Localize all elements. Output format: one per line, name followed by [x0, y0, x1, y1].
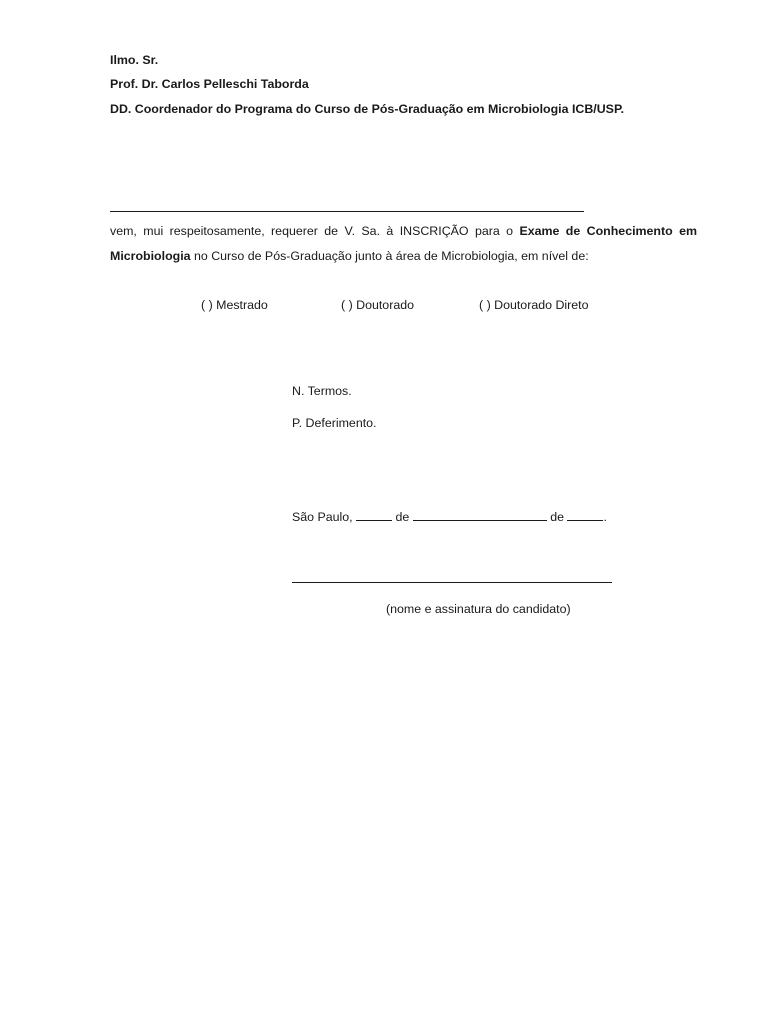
signature-line[interactable]: [292, 582, 612, 583]
date-city: São Paulo,: [292, 510, 353, 524]
exam-name-part1: Exame de Conhecimento em: [519, 224, 697, 238]
date-month-blank[interactable]: [413, 509, 547, 521]
date-year-blank[interactable]: [567, 509, 603, 521]
request-paragraph-line1: [110, 224, 697, 238]
closing-deferimento: P. Deferimento.: [292, 416, 377, 430]
option-mestrado[interactable]: ( ) Mestrado: [201, 298, 268, 312]
option-doutorado[interactable]: ( ) Doutorado: [341, 298, 415, 312]
request-text: vem, mui respeitosamente, requerer de V. Sa. à INSCRIÇÃO para o: [110, 224, 514, 238]
recipient-name: Prof. Dr. Carlos Pelleschi Taborda: [110, 77, 309, 91]
date-de-2: de: [550, 510, 565, 524]
request-paragraph-line2: [110, 249, 589, 263]
date-day-blank[interactable]: [356, 509, 392, 521]
recipient-role: DD. Coordenador do Programa do Curso de Pós-Graduação em Microbiologia ICB/USP.: [110, 102, 625, 116]
closing-termos: N. Termos.: [292, 384, 352, 398]
signature-caption: (nome e assinatura do candidato): [386, 602, 571, 616]
date-de-1: de: [395, 510, 410, 524]
request-text-rest: no Curso de Pós-Graduação junto à área de Microbiologia, em nível de:: [190, 249, 589, 263]
date-end: .: [603, 510, 607, 524]
applicant-name-line[interactable]: [110, 211, 584, 212]
date-line: [292, 509, 607, 524]
exam-name-part2: Microbiologia: [110, 249, 191, 263]
option-doutorado-direto[interactable]: ( ) Doutorado Direto: [479, 298, 589, 312]
salutation: Ilmo. Sr.: [110, 53, 159, 67]
